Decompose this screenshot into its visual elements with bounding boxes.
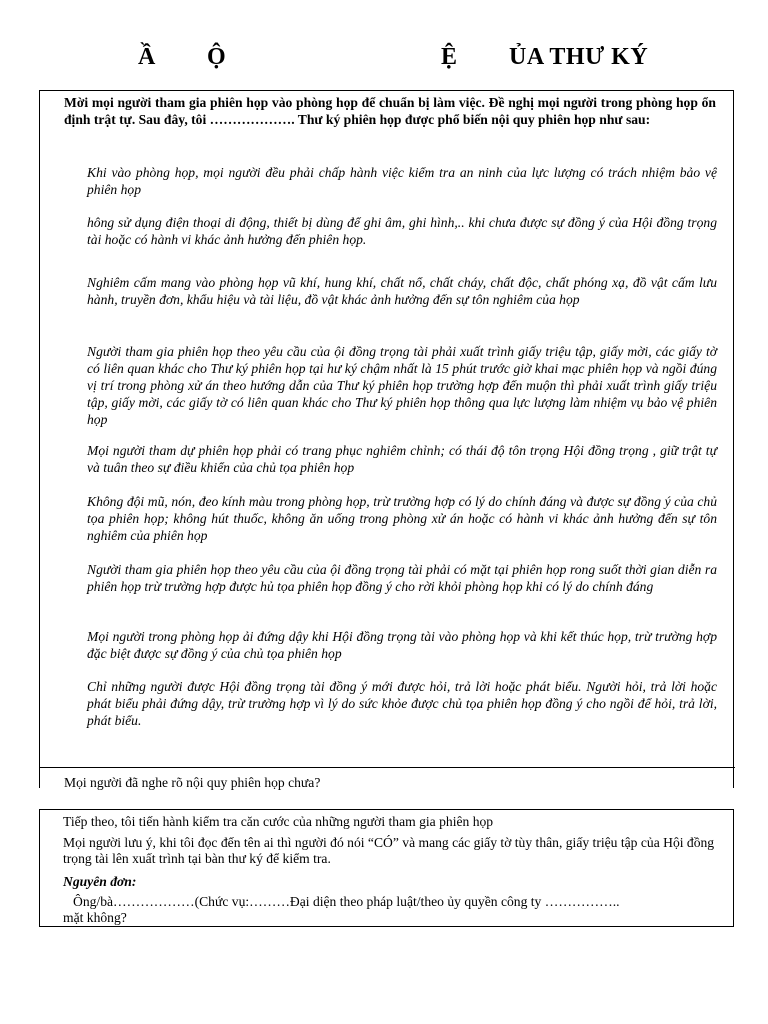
rule-item: Không đội mũ, nón, đeo kính màu trong phòng họp, trừ trường hợp có lý do chính đáng và được sự đồng ý của chủ tọa phiên họp; không hút thuốc, không ăn uống trong phòng xử án hoặc có hành vi khác ảnh hưởng đến sự tôn nghiêm của phiên họp [87, 494, 717, 543]
rule-item: Mọi người tham dự phiên họp phải có trang phục nghiêm chỉnh; có thái độ tôn trọng Hội đồng trọng , giữ trật tự và tuân theo sự điều khiển của chủ tọa phiên họp [87, 443, 717, 475]
rule-item: Người tham gia phiên họp theo yêu cầu của ội đồng trọng tài phải có mặt tại phiên họp rong suốt thời gian diễn ra phiên họp trừ trường hợp được hủ tọa phiên họp đồng ý cho rời khỏi phòng họp khi có lý do chính đáng [87, 562, 717, 594]
rule-item: Mọi người trong phòng họp ải đứng dậy khi Hội đồng trọng tài vào phòng họp và khi kết thúc họp, trừ trường hợp đặc biệt được sự đồng ý của chủ tọa phiên họp [87, 629, 717, 661]
rule-item: Khi vào phòng họp, mọi người đều phải chấp hành việc kiểm tra an ninh của lực lượng có trách nhiệm bảo vệ phiên họp [87, 165, 717, 197]
rules-box [39, 90, 734, 788]
presence-question: mặt không? [63, 910, 127, 925]
question-text: Mọi người đã nghe rõ nội quy phiên họp chưa? [64, 775, 321, 790]
divider [40, 767, 735, 768]
title-fragment-4: ỦA THƯ KÝ [509, 44, 649, 70]
title-fragment-3: Ệ [441, 44, 458, 70]
plaintiff-line: Ông/bà………………(Chức vụ:………Đại diện theo pháp luật/theo ủy quyền công ty …………….. [73, 894, 620, 909]
check-intro: Tiếp theo, tôi tiến hành kiểm tra căn cước của những người tham gia phiên họp [63, 814, 494, 829]
rule-item: Người tham gia phiên họp theo yêu cầu của ội đồng trọng tài phải xuất trình giấy triệu tập, giấy mời, các giấy tờ có liên quan khác cho Thư ký phiên họp tại hư ký chậm nhất là 15 phút trước giờ khai mạc phiên họp và ngồi đúng vị trí trong phòng xử án theo hướng dẫn của Thư ký phiên họp trường hợp đến muộn thì phải xuất trình giấy triệu tập, giấy mời, các giấy tờ có liên quan khác cho Thư ký phiên họp thông qua lực lượng làm nhiệm vụ bảo vệ phiên họp [87, 344, 717, 427]
document-title [0, 44, 768, 76]
title-fragment-1: Ầ [138, 44, 156, 70]
rule-item: Chỉ những người được Hội đồng trọng tài đồng ý mới được hỏi, trả lời hoặc phát biểu. Người hỏi, trả lời hoặc phát biểu phải đứng dậy, trừ trường hợp vì lý do sức khỏe được chủ tọa phiên họp đồng ý cho ngồi để hỏi, trả lời, phát biểu. [87, 679, 717, 728]
intro-paragraph: Mời mọi người tham gia phiên họp vào phòng họp để chuẩn bị làm việc. Đề nghị mọi người trong phòng họp ổn định trật tự. Sau đây, tôi ………………. Thư ký phiên họp được phổ biến nội quy phiên họp như sau: [64, 95, 716, 127]
rule-item: hông sử dụng điện thoại di động, thiết bị dùng để ghi âm, ghi hình,.. khi chưa được sự đồng ý của Hội đồng trọng tài hoặc có hành vi khác ảnh hưởng đến phiên họp. [87, 215, 717, 247]
identity-check-box [39, 809, 734, 927]
rule-item: Nghiêm cấm mang vào phòng họp vũ khí, hung khí, chất nổ, chất cháy, chất độc, chất phóng xạ, đồ vật cấm lưu hành, truyền đơn, khẩu hiệu và tài liệu, đồ vật khác ảnh hưởng đến sự tôn nghiêm của họp [87, 275, 717, 307]
title-fragment-2: Ộ [207, 44, 227, 70]
check-instructions: Mọi người lưu ý, khi tôi đọc đến tên ai thì người đó nói “CÓ” và mang các giấy tờ tùy thân, giấy triệu tập của Hội đồng trọng tài lên xuất trình tại bàn thư ký để kiểm tra. [63, 835, 715, 866]
plaintiff-label: Nguyên đơn: [63, 874, 137, 889]
